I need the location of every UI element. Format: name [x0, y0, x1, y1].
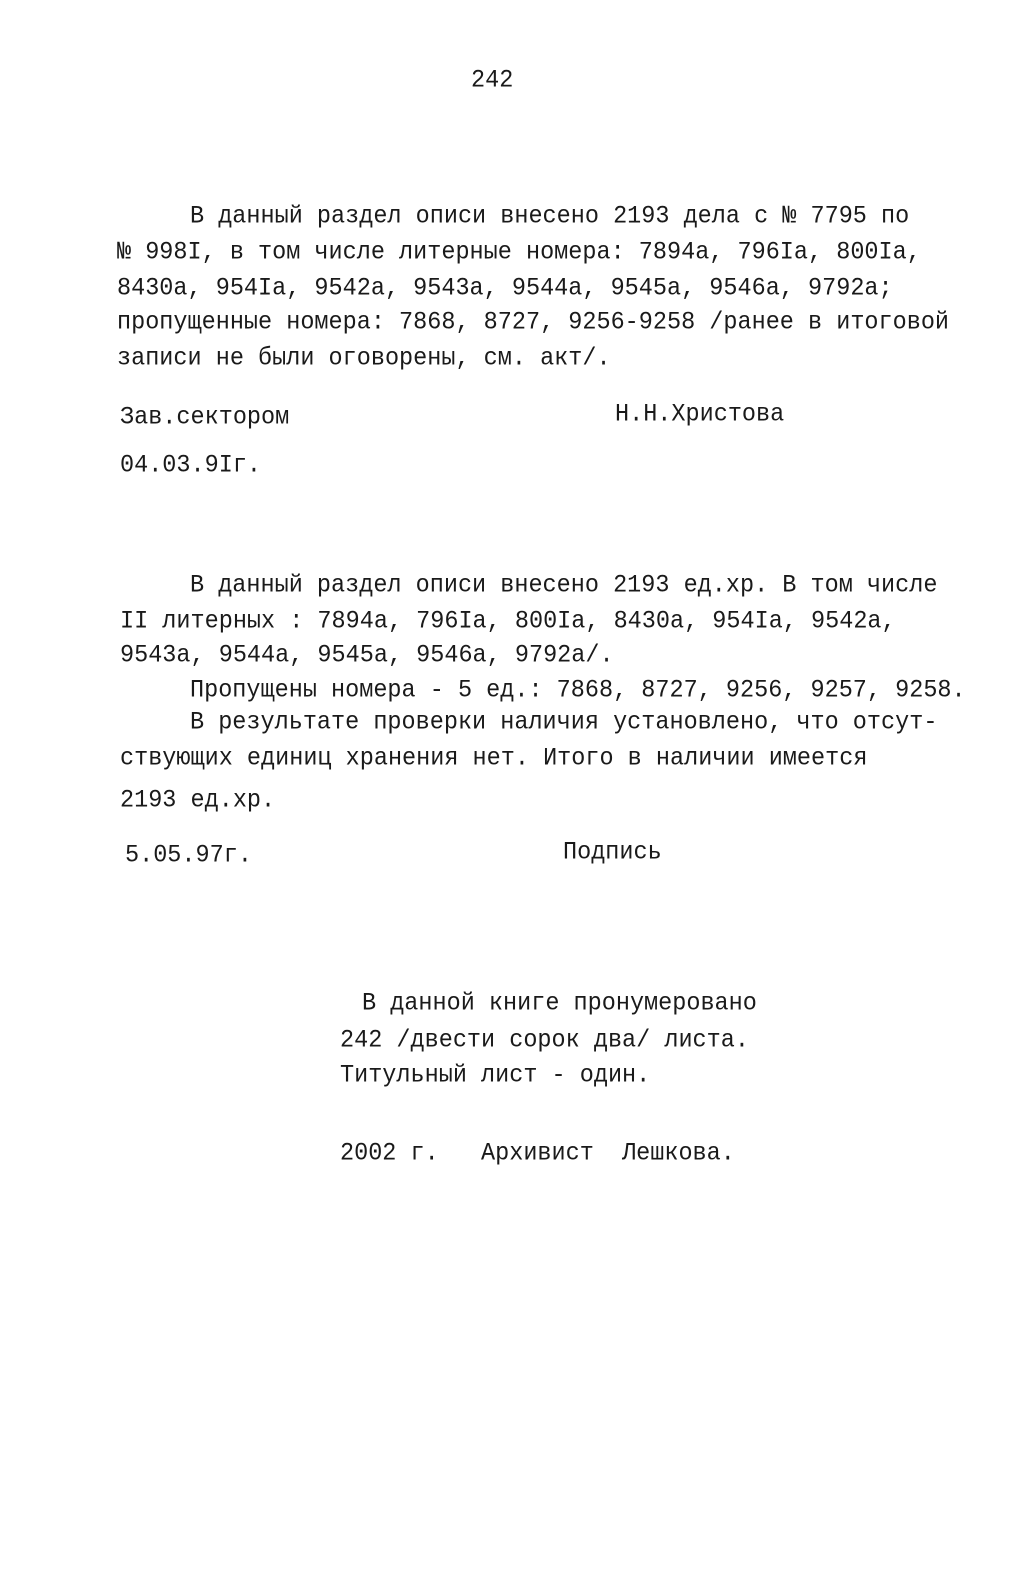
entry-1-name: Н.Н.Христова	[615, 399, 785, 429]
entry-1-date: 04.03.9Iг.	[120, 450, 262, 480]
entry-2-date: 5.05.97г.	[125, 840, 252, 870]
entry-2-line: 9543а, 9544а, 9545а, 9546а, 9792а/.	[120, 640, 614, 670]
entry-3-line: В данной книге пронумеровано	[362, 988, 757, 1018]
entry-1-line: В данный раздел описи внесено 2193 дела с № 7795 по	[190, 201, 910, 231]
entry-1-line: 8430а, 954Iа, 9542а, 9543а, 9544а, 9545а, 9546а, 9792а;	[117, 273, 893, 303]
entry-1-position: Зав.сектором	[120, 402, 290, 432]
entry-2-line: В данный раздел описи внесено 2193 ед.хр. В том числе	[190, 570, 938, 600]
entry-3-footer: 2002 г. Архивист Лешкова.	[340, 1138, 735, 1168]
entry-3-line: Титульный лист - один.	[340, 1060, 651, 1090]
entry-1-line: записи не были оговорены, см. акт/.	[117, 343, 611, 373]
entry-2-line: Пропущены номера - 5 ед.: 7868, 8727, 9256, 9257, 9258.	[190, 675, 966, 705]
entry-3-line: 242 /двести сорок два/ листа.	[340, 1025, 749, 1055]
entry-1-line: пропущенные номера: 7868, 8727, 9256-9258 /ранее в итоговой	[117, 307, 950, 337]
entry-2-line: В результате проверки наличия установлено, что отсут-	[190, 707, 938, 737]
page-number: 242	[471, 65, 514, 95]
entry-2-line: II литерных : 7894а, 796Iа, 800Iа, 8430а, 954Iа, 9542а,	[120, 606, 896, 636]
entry-2-line: 2193 ед.хр.	[120, 785, 276, 815]
entry-2-line: ствующих единиц хранения нет. Итого в наличии имеется	[120, 743, 868, 773]
entry-2-signature: Подпись	[563, 837, 662, 867]
entry-1-line: № 998I, в том числе литерные номера: 7894а, 796Iа, 800Iа,	[117, 237, 921, 267]
